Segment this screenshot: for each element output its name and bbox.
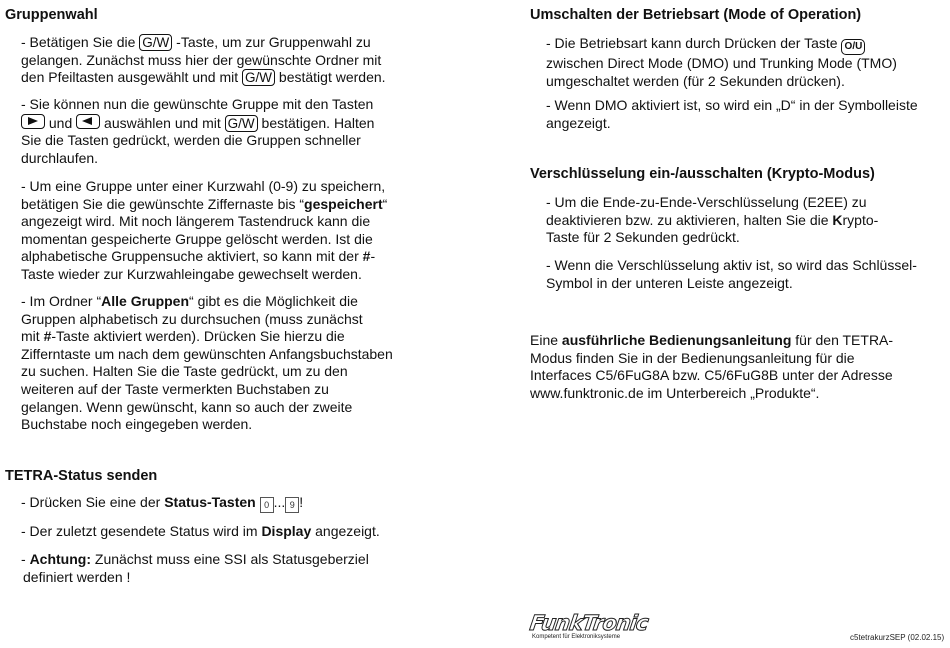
gruppenwahl-heading: Gruppenwahl [5, 7, 98, 23]
gruppenwahl-item-4: - Im Ordner “Alle Gruppen“ gibt es die Möglichkeit die Gruppen alphabetisch zu durchsuchen (muss zunächst mit #-Taste aktiviert werden). Drücken Sie hierzu die Zifferntaste um nach dem gewünschten Anfangsbuchstaben zu suchen. Halten Sie die Taste gedrückt, um zu den weiteren auf der Taste vermerkten Buchstaben zu gelangen. Wenn gewünscht, kann so auch der zweite Buchstabe noch eingegeben werden. [21, 293, 393, 433]
document-id: c5tetrakurzSEP (02.02.15) [850, 633, 945, 642]
logo-wordmark: FunkTronic [528, 611, 650, 635]
tetra-status-item-3: - Achtung: Zunächst muss eine SSI als Statusgeberziel definiert werden ! [21, 551, 369, 585]
tetra-status-heading: TETRA-Status senden [5, 468, 158, 484]
arrow-left-key-icon [76, 114, 100, 129]
betriebsart-item-1: - Die Betriebsart kann durch Drücken der Taste O/U zwischen Direct Mode (DMO) und Trunking Mode (TMO) umgeschaltet werden (für 2 Sekunden drücken). [546, 35, 897, 89]
arrow-right-key-icon [21, 114, 45, 129]
tetra-status-item-1: - Drücken Sie eine der Status-Tasten 0 ... 9 ! [5, 494, 303, 513]
gruppenwahl-item-3: - Um eine Gruppe unter einer Kurzwahl (0-9) zu speichern, betätigen Sie die gewünschte Ziffernaste bis “gespeichert“ angezeigt wird. Mit noch längerem Tastendruck kann die momentan gespeicherte Gruppe gelöscht werden. Ist die alphabetische Gruppensuche aktiviert, so kann mit der #- Taste wieder zur Kurzwahleingabe gewechselt werden. [21, 178, 388, 282]
tetra-status-item-2: - Der zuletzt gesendete Status wird im Display angezeigt. [21, 523, 380, 539]
gruppenwahl-item-2: - Sie können nun die gewünschte Gruppe mit den Tasten und auswählen und mit G/W bestätigen. Halten Sie die Tasten gedrückt, werden die Gruppen schneller durchlaufen. [21, 96, 375, 166]
gw-key-icon: G/W [242, 69, 275, 86]
gruppenwahl-item-1: - Betätigen Sie die G/W -Taste, um zur Gruppenwahl zu gelangen. Zunächst muss hier der gewünschte Ordner mit den Pfeiltasten ausgewählt und mit G/W bestätigt werden. [21, 34, 386, 86]
logo-tagline: Kompetent für Elektroniksysteme [532, 634, 621, 640]
gw-key-icon: G/W [225, 115, 258, 132]
betriebsart-heading: Umschalten der Betriebsart (Mode of Operation) [530, 7, 862, 23]
status-key-9-icon: 9 [285, 497, 299, 513]
krypto-item-2: - Wenn die Verschlüsselung aktiv ist, so wird das Schlüssel- Symbol in der unteren Leiste angezeigt. [546, 257, 917, 291]
funktronic-logo [528, 611, 650, 642]
betriebsart-item-2: - Wenn DMO aktiviert ist, so wird ein „D“ in der Symbolleiste angezeigt. [546, 97, 918, 131]
krypto-heading: Verschlüsselung ein-/ausschalten (Krypto-Modus) [530, 166, 875, 182]
krypto-item-1: - Um die Ende-zu-Ende-Verschlüsselung (E2EE) zu deaktivieren bzw. zu aktivieren, halten Sie die Krypto- Taste für 2 Sekunden gedrückt. [546, 194, 879, 246]
mode-key-icon: O/U [841, 39, 865, 55]
status-key-0-icon: 0 [260, 497, 274, 513]
gw-key-icon: G/W [139, 34, 172, 51]
manual-hint-paragraph: Eine ausführliche Bedienungsanleitung für den TETRA- Modus finden Sie in der Bedienungsanleitung für die Interfaces C5/6FuG8A bzw. C5/6FuG8B unter der Adresse www.funktronic.de im Unterbereich „Produkte“. [530, 332, 894, 401]
